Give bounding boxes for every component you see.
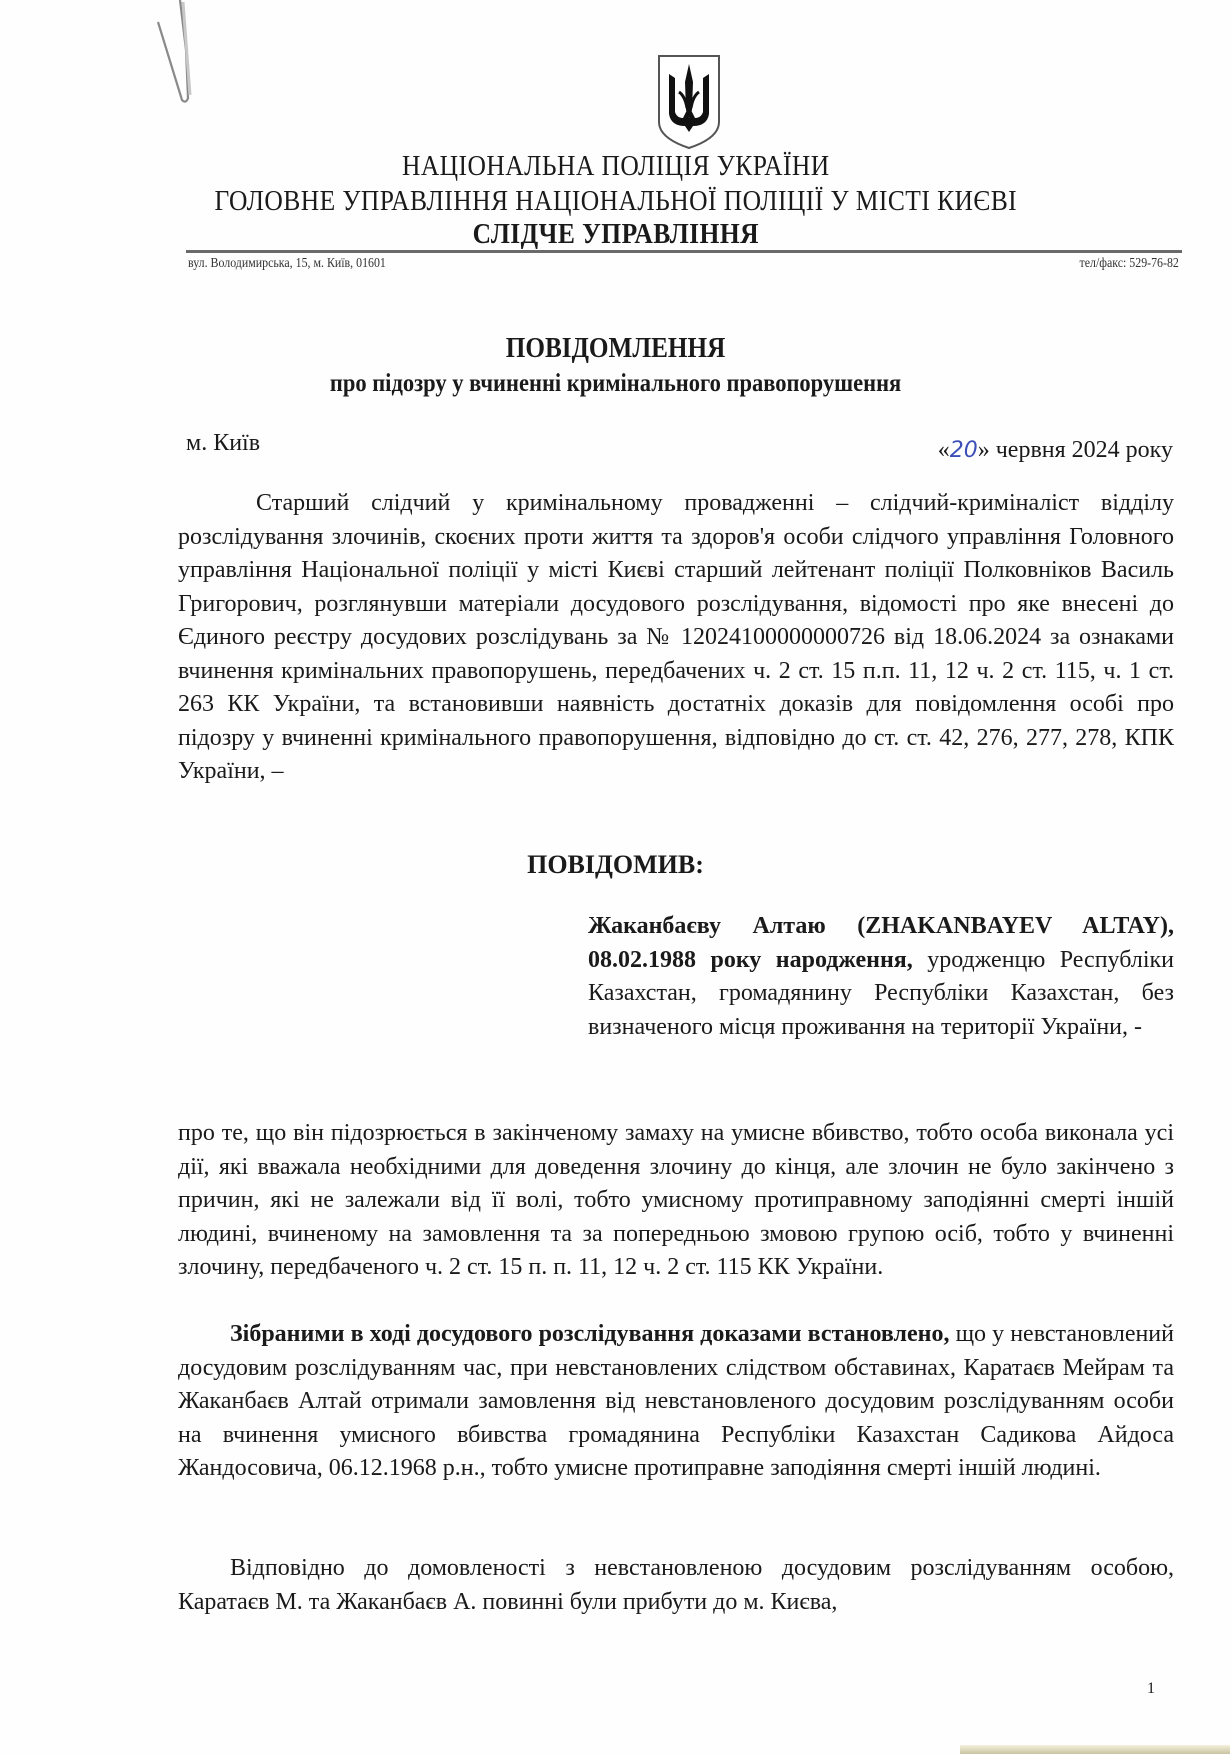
letterhead-department: СЛІДЧЕ УПРАВЛІННЯ	[472, 218, 759, 250]
suspect-block	[588, 910, 1174, 1044]
section-heading-informed: ПОВІДОМИВ:	[527, 850, 704, 879]
evidence-lead: Зібраними в ході досудового розслідування доказами встановлено,	[230, 1321, 950, 1347]
document-city: м. Київ	[186, 430, 261, 456]
suspect-name-dob: Жаканбаєву Алтаю (ZHAKANBAYEV ALTAY), 08.02.1988 року народження,	[588, 913, 1174, 973]
letterhead-line-2: ГОЛОВНЕ УПРАВЛІННЯ НАЦІОНАЛЬНОЇ ПОЛІЦІЇ У МІСТІ КИЄВІ	[214, 185, 1018, 217]
date-open-quote: «	[937, 437, 950, 463]
document-title: ПОВІДОМЛЕННЯ	[505, 333, 726, 364]
coat-of-arms-icon	[655, 52, 723, 150]
suspect-details: уродженцю Республіки Казахстан, громадянину Республіки Казахстан, без визначеного місця проживання на території України, -	[588, 946, 1174, 1040]
letterhead-line-1: НАЦІОНАЛЬНА ПОЛІЦІЯ УКРАЇНИ	[401, 150, 830, 182]
document-date	[938, 437, 1173, 464]
evidence-text: що у невстановлений досудовим розслідуванням час, при невстановлених слідством обставинах, Каратаєв Мейрам та Жаканбаєв Алтай отримали замовлення від невстановленого досудовим розслідуванням особи на вчинення умисного вбивства громадянина Республіки Казахстан Садикова Айдоса Жандосовича, 06.12.1968 р.н., тобто умисне протиправне заподіяння смерті іншій людині.	[178, 1321, 1174, 1481]
paragraph-investigator: Старший слідчий у кримінальному провадженні – слідчий-криміналіст відділу розслідування злочинів, скоєних проти життя та здоров'я особи слідчого управління Головного управління Національної поліції у місті Києві старший лейтенант поліції Полковніков Василь Григорович, розглянувши матеріали досудового розслідування, відомості про яке внесені до Єдиного реєстру досудових розслідувань за № 12024100000000726 від 18.06.2024 за ознаками вчинення кримінальних правопорушень, передбачених ч. 2 ст. 15 п.п. 11, 12 ч. 2 ст. 115, ч. 1 ст. 263 КК України, та встановивши наявність достатніх доказів для повідомлення особі про підозру у вчиненні кримінального правопорушення, відповідно до ст. ст. 42, 276, 277, 278, КПК України, –	[178, 490, 1174, 784]
date-month-year: » червня 2024 року	[977, 437, 1173, 463]
letterhead-divider	[186, 250, 1182, 253]
staple-icon	[150, 0, 210, 110]
scan-edge-artifact	[960, 1745, 1230, 1754]
paragraph-agreement: Відповідно до домовленості з невстановленою досудовим розслідуванням особою, Каратаєв М. та Жаканбаєв А. повинні були прибути до м. Києва,	[178, 1555, 1174, 1615]
letterhead-address: вул. Володимирська, 15, м. Київ, 01601	[188, 256, 386, 271]
document-subtitle: про підозру у вчиненні кримінального правопорушення	[329, 370, 902, 397]
page-number: 1	[1147, 1680, 1155, 1697]
letterhead-phone: тел/факс: 529-76-82	[1079, 256, 1179, 271]
paragraph-charge: про те, що він підозрюється в закінченому замаху на умисне вбивство, тобто особа виконала усі дії, які вважала необхідними для доведення злочину до кінця, але злочин не було закінчено з причин, які не залежали від її волі, тобто умисному протиправному заподіянні смерті іншій людині, вчиненому на замовлення та за попередньою змовою групою осіб, тобто у вчиненні злочину, передбаченого ч. 2 ст. 15 п. п. 11, 12 ч. 2 ст. 115 КК України.	[178, 1120, 1174, 1280]
paragraph-evidence	[178, 1318, 1174, 1486]
date-day-handwritten: 20	[949, 438, 978, 463]
